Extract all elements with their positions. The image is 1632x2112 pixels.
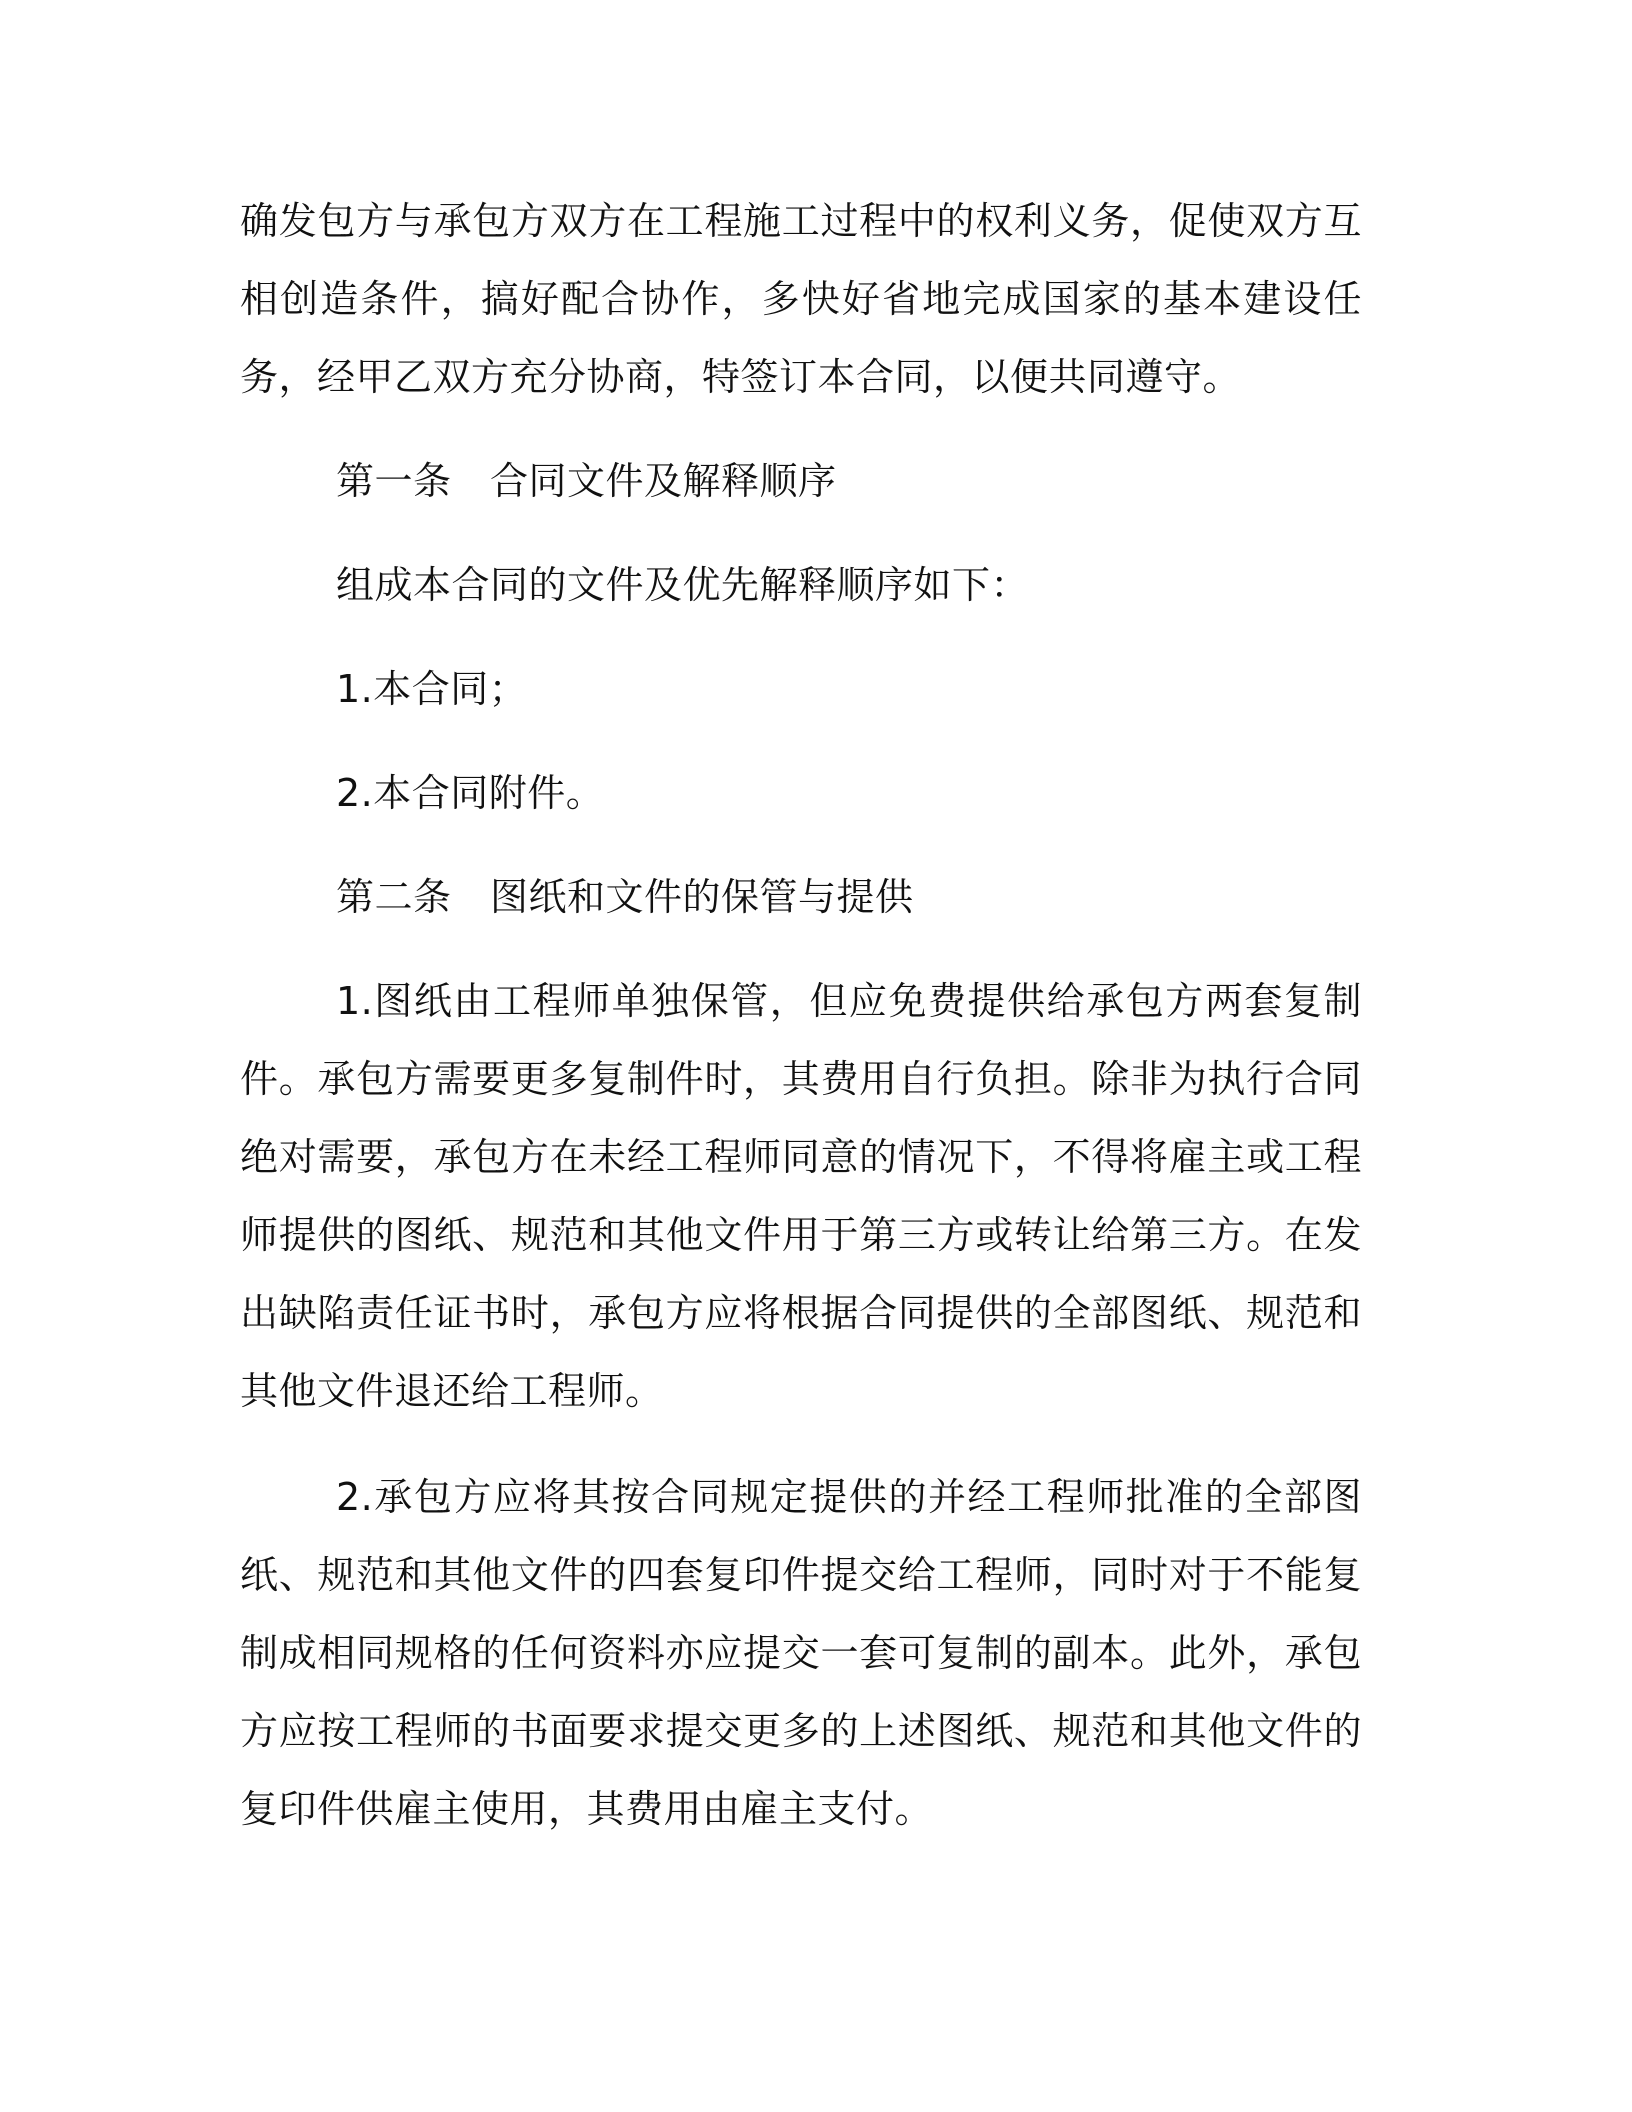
intro-paragraph: 确发包方与承包方双方在工程施工过程中的权利义务，促使双方互相创造条件，搞好配合协作，多快好省地完成国家的基本建设任务，经甲乙双方充分协商，特签订本合同，以便共同遵守。 — [240, 199, 1362, 399]
document-page — [240, 182, 1362, 1848]
article-1-item-2: 2.本合同附件。 — [336, 771, 605, 815]
article-2-heading: 第二条 图纸和文件的保管与提供 — [336, 875, 914, 919]
article-1-heading: 第一条 合同文件及解释顺序 — [336, 459, 837, 503]
article-1-item-1: 1.本合同； — [336, 667, 528, 711]
article-1-intro: 组成本合同的文件及优先解释顺序如下： — [336, 563, 1030, 607]
article-2-clause-2: 2.承包方应将其按合同规定提供的并经工程师批准的全部图纸、规范和其他文件的四套复印件提交给工程师，同时对于不能复制成相同规格的任何资料亦应提交一套可复制的副本。此外，承包方应按工程师的书面要求提交更多的上述图纸、规范和其他文件的复印件供雇主使用，其费用由雇主支付。 — [240, 1475, 1362, 1831]
article-2-clause-1: 1.图纸由工程师单独保管，但应免费提供给承包方两套复制件。承包方需要更多复制件时，其费用自行负担。除非为执行合同绝对需要，承包方在未经工程师同意的情况下，不得将雇主或工程师提供的图纸、规范和其他文件用于第三方或转让给第三方。在发出缺陷责任证书时，承包方应将根据合同提供的全部图纸、规范和其他文件退还给工程师。 — [240, 979, 1362, 1413]
